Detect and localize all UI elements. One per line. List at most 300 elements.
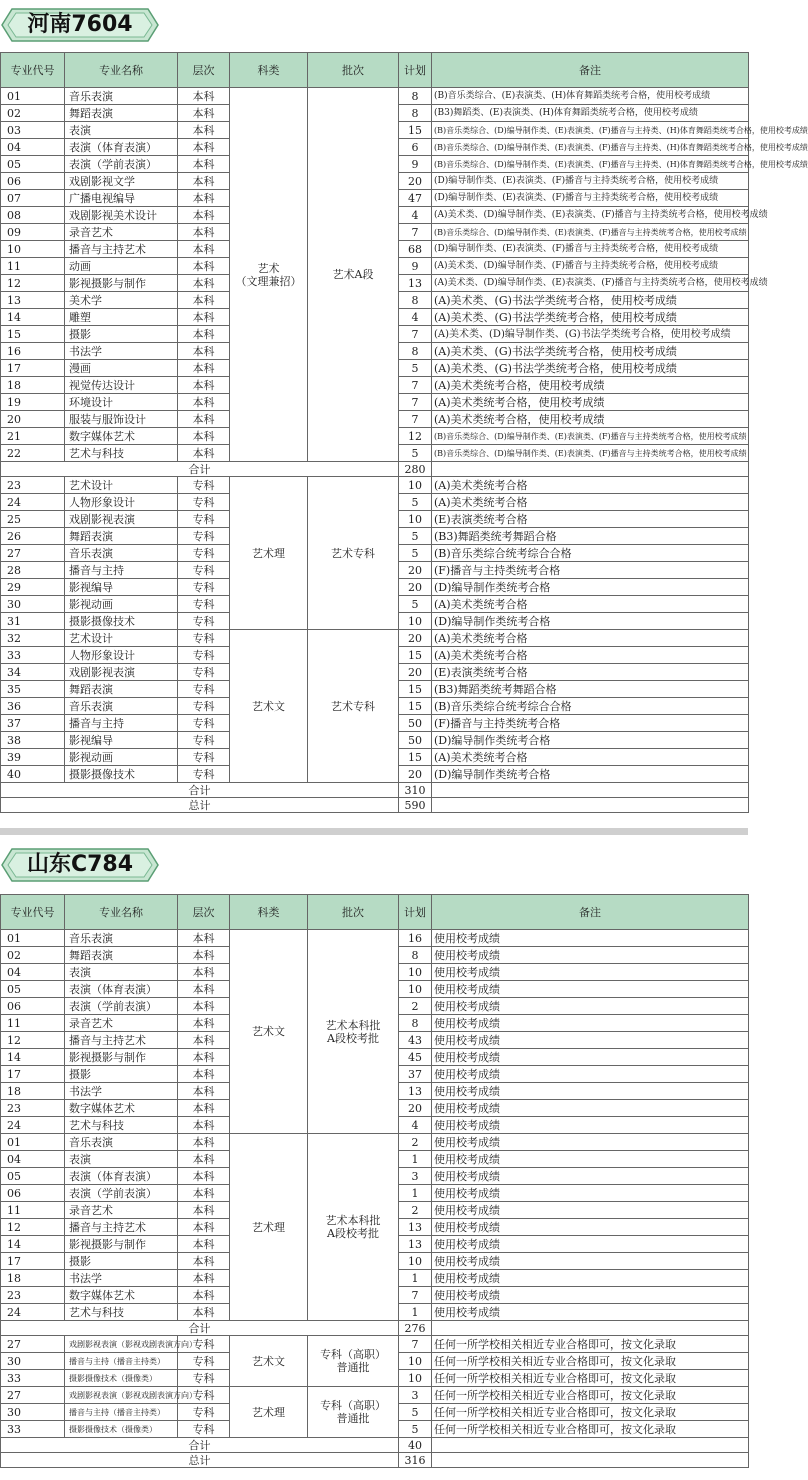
major-name: 影视动画 [65, 749, 178, 766]
level: 本科 [178, 1168, 230, 1185]
remark: 使用校考成绩 [432, 1270, 749, 1287]
major-name: 广播电视编导 [65, 190, 178, 207]
total-row [1, 798, 749, 813]
major-code: 01 [1, 1134, 65, 1151]
plan-count: 20 [399, 1100, 432, 1117]
level: 本科 [178, 1202, 230, 1219]
plan-count: 43 [399, 1032, 432, 1049]
level: 本科 [178, 326, 230, 343]
major-code: 29 [1, 579, 65, 596]
major-name: 摄影 [65, 1253, 178, 1270]
plan-count: 2 [399, 1202, 432, 1219]
level: 本科 [178, 964, 230, 981]
major-name: 表演（体育表演） [65, 1168, 178, 1185]
subtotal-value: 280 [399, 462, 432, 477]
subtotal-remark [432, 783, 749, 798]
remark: (A)美术类、(G)书法学类统考合格，使用校考成绩 [432, 292, 749, 309]
remark: (A)美术类、(G)书法学类统考合格，使用校考成绩 [432, 360, 749, 377]
major-code: 27 [1, 1336, 65, 1353]
column-header: 计划 [399, 895, 432, 930]
remark: 使用校考成绩 [432, 1117, 749, 1134]
level: 本科 [178, 1083, 230, 1100]
column-header: 专业代号 [1, 53, 65, 88]
major-code: 14 [1, 309, 65, 326]
remark: (A)美术类统考合格，使用校考成绩 [432, 411, 749, 428]
batch-cell: 专科（高职） 普通批 [308, 1387, 399, 1438]
remark: (A)美术类、(D)编导制作类、(E)表演类、(F)播音与主持类统考合格，使用校考成绩 [432, 207, 749, 224]
major-code: 12 [1, 1219, 65, 1236]
major-code: 16 [1, 343, 65, 360]
remark: 使用校考成绩 [432, 1100, 749, 1117]
level: 本科 [178, 1032, 230, 1049]
level: 专科 [178, 562, 230, 579]
major-name: 表演 [65, 1151, 178, 1168]
table-header-row [1, 53, 749, 88]
plan-count: 5 [399, 545, 432, 562]
column-header: 科类 [230, 895, 308, 930]
remark: (A)美术类、(G)书法学类统考合格，使用校考成绩 [432, 309, 749, 326]
plan-count: 5 [399, 596, 432, 613]
remark: (B)音乐类综合、(D)编导制作类、(E)表演类、(F)播音与主持类统考合格，使用校考成绩 [432, 445, 749, 462]
column-header: 备注 [432, 895, 749, 930]
remark: 使用校考成绩 [432, 930, 749, 947]
level: 本科 [178, 1049, 230, 1066]
plan-count: 5 [399, 528, 432, 545]
plan-count: 4 [399, 309, 432, 326]
major-name: 戏剧影视表演 [65, 511, 178, 528]
level: 本科 [178, 377, 230, 394]
plan-count: 13 [399, 1236, 432, 1253]
plan-count: 7 [399, 1336, 432, 1353]
batch-cell: 艺术A段 [308, 88, 399, 462]
level: 专科 [178, 1370, 230, 1387]
remark: (B)音乐类综合、(D)编导制作类、(E)表演类、(F)播音与主持类统考合格，使用校考成绩 [432, 428, 749, 445]
remark: 使用校考成绩 [432, 981, 749, 998]
subtotal-row [1, 783, 749, 798]
plan-count: 9 [399, 258, 432, 275]
major-name: 摄影 [65, 326, 178, 343]
remark: (B)音乐类综合、(D)编导制作类、(E)表演类、(F)播音与主持类统考合格，使用校考成绩 [432, 224, 749, 241]
remark: (B3)舞蹈类、(E)表演类、(H)体育舞蹈类统考合格，使用校考成绩 [432, 105, 749, 122]
remark: 任何一所学校相关相近专业合格即可，按文化录取 [432, 1421, 749, 1438]
plan-count: 8 [399, 292, 432, 309]
level: 专科 [178, 698, 230, 715]
remark: (A)美术类、(D)编导制作类、(F)播音与主持类统考合格，使用校考成绩 [432, 258, 749, 275]
major-code: 21 [1, 428, 65, 445]
major-name: 美术学 [65, 292, 178, 309]
table-row [1, 1134, 749, 1151]
major-name: 音乐表演 [65, 698, 178, 715]
remark: (D)编导制作类、(E)表演类、(F)播音与主持类统考合格，使用校考成绩 [432, 241, 749, 258]
level: 本科 [178, 156, 230, 173]
level: 本科 [178, 139, 230, 156]
plan-count: 5 [399, 445, 432, 462]
plan-count: 50 [399, 715, 432, 732]
remark: 任何一所学校相关相近专业合格即可，按文化录取 [432, 1387, 749, 1404]
level: 专科 [178, 664, 230, 681]
plan-count: 5 [399, 1421, 432, 1438]
major-code: 37 [1, 715, 65, 732]
level: 专科 [178, 766, 230, 783]
plan-count: 1 [399, 1185, 432, 1202]
remark: (D)编导制作类统考合格 [432, 766, 749, 783]
plan-count: 68 [399, 241, 432, 258]
remark: 使用校考成绩 [432, 1253, 749, 1270]
major-code: 23 [1, 477, 65, 494]
major-code: 18 [1, 1270, 65, 1287]
remark: 使用校考成绩 [432, 1168, 749, 1185]
plan-count: 10 [399, 477, 432, 494]
major-code: 04 [1, 964, 65, 981]
major-code: 24 [1, 494, 65, 511]
level: 专科 [178, 528, 230, 545]
plan-count: 20 [399, 766, 432, 783]
major-code: 32 [1, 630, 65, 647]
plan-count: 1 [399, 1151, 432, 1168]
plan-count: 3 [399, 1168, 432, 1185]
major-name: 播音与主持艺术 [65, 241, 178, 258]
major-code: 26 [1, 528, 65, 545]
major-name: 戏剧影视表演（影视戏剧表演方向） [65, 1387, 178, 1404]
plan-count: 47 [399, 190, 432, 207]
remark: 任何一所学校相关相近专业合格即可，按文化录取 [432, 1370, 749, 1387]
total-value: 316 [399, 1453, 432, 1468]
major-code: 05 [1, 1168, 65, 1185]
plan-count: 7 [399, 394, 432, 411]
major-code: 34 [1, 664, 65, 681]
remark: (B)音乐类综合、(D)编导制作类、(E)表演类、(F)播音与主持类、(H)体育舞蹈类统考合格，使用校考成绩 [432, 156, 749, 173]
column-header: 层次 [178, 895, 230, 930]
column-header: 备注 [432, 53, 749, 88]
major-name: 摄影摄像技术 [65, 766, 178, 783]
remark: 使用校考成绩 [432, 1134, 749, 1151]
remark: 使用校考成绩 [432, 998, 749, 1015]
column-header: 科类 [230, 53, 308, 88]
remark: 使用校考成绩 [432, 1015, 749, 1032]
major-code: 23 [1, 1100, 65, 1117]
plan-count: 10 [399, 964, 432, 981]
major-code: 24 [1, 1117, 65, 1134]
major-code: 10 [1, 241, 65, 258]
henan-section-banner [0, 7, 160, 43]
major-name: 播音与主持 [65, 715, 178, 732]
plan-count: 8 [399, 343, 432, 360]
subtotal-row [1, 1321, 749, 1336]
major-name: 数字媒体艺术 [65, 1100, 178, 1117]
subtotal-label: 合计 [1, 1438, 399, 1453]
total-label: 总计 [1, 798, 399, 813]
category-cell: 艺术文 [230, 630, 308, 783]
plan-count: 1 [399, 1304, 432, 1321]
major-name: 影视摄影与制作 [65, 1049, 178, 1066]
major-code: 08 [1, 207, 65, 224]
level: 本科 [178, 1304, 230, 1321]
plan-count: 3 [399, 1387, 432, 1404]
level: 本科 [178, 1015, 230, 1032]
major-name: 表演（学前表演） [65, 1185, 178, 1202]
level: 专科 [178, 613, 230, 630]
major-name: 视觉传达设计 [65, 377, 178, 394]
batch-cell: 艺术本科批 A段校考批 [308, 1134, 399, 1321]
remark: 任何一所学校相关相近专业合格即可，按文化录取 [432, 1336, 749, 1353]
level: 专科 [178, 1353, 230, 1370]
major-name: 数字媒体艺术 [65, 428, 178, 445]
column-header: 批次 [308, 895, 399, 930]
level: 本科 [178, 105, 230, 122]
table-row [1, 1387, 749, 1404]
major-name: 播音与主持（播音主持类） [65, 1353, 178, 1370]
remark: 使用校考成绩 [432, 1032, 749, 1049]
subtotal-label: 合计 [1, 462, 399, 477]
batch-cell: 艺术本科批 A段校考批 [308, 930, 399, 1134]
plan-count: 7 [399, 377, 432, 394]
level: 本科 [178, 1219, 230, 1236]
category-cell: 艺术理 [230, 1134, 308, 1321]
major-code: 07 [1, 190, 65, 207]
level: 本科 [178, 1270, 230, 1287]
category-cell: 艺术理 [230, 1387, 308, 1438]
level: 本科 [178, 309, 230, 326]
plan-count: 8 [399, 88, 432, 105]
total-remark [432, 1453, 749, 1468]
major-code: 06 [1, 173, 65, 190]
major-name: 艺术设计 [65, 630, 178, 647]
major-name: 人物形象设计 [65, 647, 178, 664]
level: 本科 [178, 292, 230, 309]
level: 本科 [178, 1151, 230, 1168]
total-value: 590 [399, 798, 432, 813]
level: 专科 [178, 715, 230, 732]
remark: (B)音乐类综合、(E)表演类、(H)体育舞蹈类统考合格，使用校考成绩 [432, 88, 749, 105]
section-divider [0, 828, 748, 835]
major-code: 25 [1, 511, 65, 528]
column-header: 专业名称 [65, 895, 178, 930]
major-code: 31 [1, 613, 65, 630]
major-name: 表演 [65, 964, 178, 981]
level: 本科 [178, 275, 230, 292]
remark: 使用校考成绩 [432, 1304, 749, 1321]
major-code: 19 [1, 394, 65, 411]
plan-count: 16 [399, 930, 432, 947]
major-name: 影视动画 [65, 596, 178, 613]
plan-count: 7 [399, 326, 432, 343]
major-name: 录音艺术 [65, 224, 178, 241]
major-code: 20 [1, 411, 65, 428]
major-name: 音乐表演 [65, 930, 178, 947]
major-name: 雕塑 [65, 309, 178, 326]
major-name: 艺术与科技 [65, 1304, 178, 1321]
level: 本科 [178, 1185, 230, 1202]
plan-count: 20 [399, 630, 432, 647]
remark: 使用校考成绩 [432, 1287, 749, 1304]
major-code: 06 [1, 998, 65, 1015]
remark: (B)音乐类综合、(D)编导制作类、(E)表演类、(F)播音与主持类、(H)体育舞蹈类统考合格，使用校考成绩 [432, 139, 749, 156]
major-name: 影视摄影与制作 [65, 275, 178, 292]
level: 本科 [178, 224, 230, 241]
remark: (B)音乐类综合统考综合合格 [432, 698, 749, 715]
shandong-section-title: 山东C784 [26, 852, 134, 877]
remark: 使用校考成绩 [432, 1151, 749, 1168]
plan-count: 13 [399, 1219, 432, 1236]
level: 本科 [178, 998, 230, 1015]
plan-count: 10 [399, 511, 432, 528]
plan-count: 20 [399, 173, 432, 190]
remark: (B)音乐类综合统考综合合格 [432, 545, 749, 562]
plan-count: 37 [399, 1066, 432, 1083]
remark: 使用校考成绩 [432, 1219, 749, 1236]
remark: (D)编导制作类统考合格 [432, 732, 749, 749]
level: 本科 [178, 1236, 230, 1253]
subtotal-value: 276 [399, 1321, 432, 1336]
plan-count: 2 [399, 998, 432, 1015]
major-code: 14 [1, 1049, 65, 1066]
major-code: 05 [1, 156, 65, 173]
plan-count: 10 [399, 1353, 432, 1370]
major-code: 11 [1, 1202, 65, 1219]
remark: (A)美术类统考合格 [432, 494, 749, 511]
major-code: 03 [1, 122, 65, 139]
table-row [1, 477, 749, 494]
major-code: 09 [1, 224, 65, 241]
plan-count: 6 [399, 139, 432, 156]
level: 本科 [178, 394, 230, 411]
remark: (A)美术类统考合格，使用校考成绩 [432, 394, 749, 411]
level: 本科 [178, 1253, 230, 1270]
remark: (B)音乐类综合、(D)编导制作类、(E)表演类、(F)播音与主持类、(H)体育舞蹈类统考合格，使用校考成绩 [432, 122, 749, 139]
level: 本科 [178, 343, 230, 360]
major-code: 18 [1, 377, 65, 394]
major-name: 录音艺术 [65, 1015, 178, 1032]
batch-cell: 专科（高职） 普通批 [308, 1336, 399, 1387]
column-header: 计划 [399, 53, 432, 88]
level: 本科 [178, 241, 230, 258]
level: 专科 [178, 1404, 230, 1421]
subtotal-remark [432, 1321, 749, 1336]
remark: 使用校考成绩 [432, 964, 749, 981]
level: 本科 [178, 947, 230, 964]
remark: (A)美术类统考合格 [432, 647, 749, 664]
level: 专科 [178, 1421, 230, 1438]
plan-count: 5 [399, 360, 432, 377]
major-name: 摄影摄像技术 [65, 613, 178, 630]
category-cell: 艺术 （文理兼招） [230, 88, 308, 462]
level: 本科 [178, 428, 230, 445]
major-code: 17 [1, 1066, 65, 1083]
remark: (D)编导制作类统考合格 [432, 613, 749, 630]
major-code: 23 [1, 1287, 65, 1304]
plan-count: 20 [399, 562, 432, 579]
major-name: 舞蹈表演 [65, 528, 178, 545]
major-name: 人物形象设计 [65, 494, 178, 511]
major-code: 36 [1, 698, 65, 715]
total-row [1, 1453, 749, 1468]
remark: (A)美术类、(D)编导制作类、(G)书法学类统考合格，使用校考成绩 [432, 326, 749, 343]
major-name: 影视编导 [65, 579, 178, 596]
remark: (A)美术类统考合格 [432, 749, 749, 766]
level: 专科 [178, 545, 230, 562]
plan-count: 13 [399, 1083, 432, 1100]
total-label: 总计 [1, 1453, 399, 1468]
major-name: 戏剧影视美术设计 [65, 207, 178, 224]
plan-count: 7 [399, 1287, 432, 1304]
subtotal-row [1, 462, 749, 477]
major-name: 数字媒体艺术 [65, 1287, 178, 1304]
major-name: 戏剧影视表演 [65, 664, 178, 681]
level: 专科 [178, 1336, 230, 1353]
major-code: 01 [1, 930, 65, 947]
plan-count: 10 [399, 1370, 432, 1387]
remark: (E)表演类统考合格 [432, 664, 749, 681]
remark: (D)编导制作类、(E)表演类、(F)播音与主持类统考合格，使用校考成绩 [432, 190, 749, 207]
remark: 使用校考成绩 [432, 1202, 749, 1219]
plan-count: 8 [399, 947, 432, 964]
batch-cell: 艺术专科 [308, 477, 399, 630]
level: 专科 [178, 494, 230, 511]
plan-count: 50 [399, 732, 432, 749]
remark: 使用校考成绩 [432, 1236, 749, 1253]
level: 本科 [178, 981, 230, 998]
major-code: 33 [1, 1370, 65, 1387]
major-name: 影视编导 [65, 732, 178, 749]
plan-count: 10 [399, 1253, 432, 1270]
level: 专科 [178, 579, 230, 596]
major-code: 22 [1, 445, 65, 462]
level: 本科 [178, 360, 230, 377]
major-name: 表演（体育表演） [65, 981, 178, 998]
category-cell: 艺术理 [230, 477, 308, 630]
subtotal-label: 合计 [1, 1321, 399, 1336]
remark: (F)播音与主持类统考合格 [432, 715, 749, 732]
major-name: 摄影摄像技术（摄像类） [65, 1421, 178, 1438]
major-name: 播音与主持艺术 [65, 1032, 178, 1049]
table-row [1, 1336, 749, 1353]
level: 专科 [178, 1387, 230, 1404]
major-name: 舞蹈表演 [65, 681, 178, 698]
major-code: 33 [1, 1421, 65, 1438]
major-name: 动画 [65, 258, 178, 275]
plan-count: 9 [399, 156, 432, 173]
level: 本科 [178, 1287, 230, 1304]
major-name: 表演（学前表演） [65, 156, 178, 173]
level: 本科 [178, 173, 230, 190]
remark: 使用校考成绩 [432, 1185, 749, 1202]
major-name: 环境设计 [65, 394, 178, 411]
major-code: 30 [1, 1404, 65, 1421]
major-code: 33 [1, 647, 65, 664]
subtotal-value: 310 [399, 783, 432, 798]
major-name: 表演（学前表演） [65, 998, 178, 1015]
remark: 任何一所学校相关相近专业合格即可，按文化录取 [432, 1353, 749, 1370]
plan-count: 45 [399, 1049, 432, 1066]
table-row [1, 88, 749, 105]
category-cell: 艺术文 [230, 930, 308, 1134]
level: 本科 [178, 207, 230, 224]
remark: 使用校考成绩 [432, 1066, 749, 1083]
level: 本科 [178, 190, 230, 207]
major-code: 12 [1, 275, 65, 292]
major-code: 14 [1, 1236, 65, 1253]
level: 专科 [178, 749, 230, 766]
plan-count: 20 [399, 664, 432, 681]
level: 本科 [178, 88, 230, 105]
major-name: 播音与主持（播音主持类） [65, 1404, 178, 1421]
shandong-table [0, 894, 749, 1468]
level: 专科 [178, 732, 230, 749]
major-code: 15 [1, 326, 65, 343]
plan-count: 7 [399, 411, 432, 428]
level: 专科 [178, 630, 230, 647]
batch-cell: 艺术专科 [308, 630, 399, 783]
